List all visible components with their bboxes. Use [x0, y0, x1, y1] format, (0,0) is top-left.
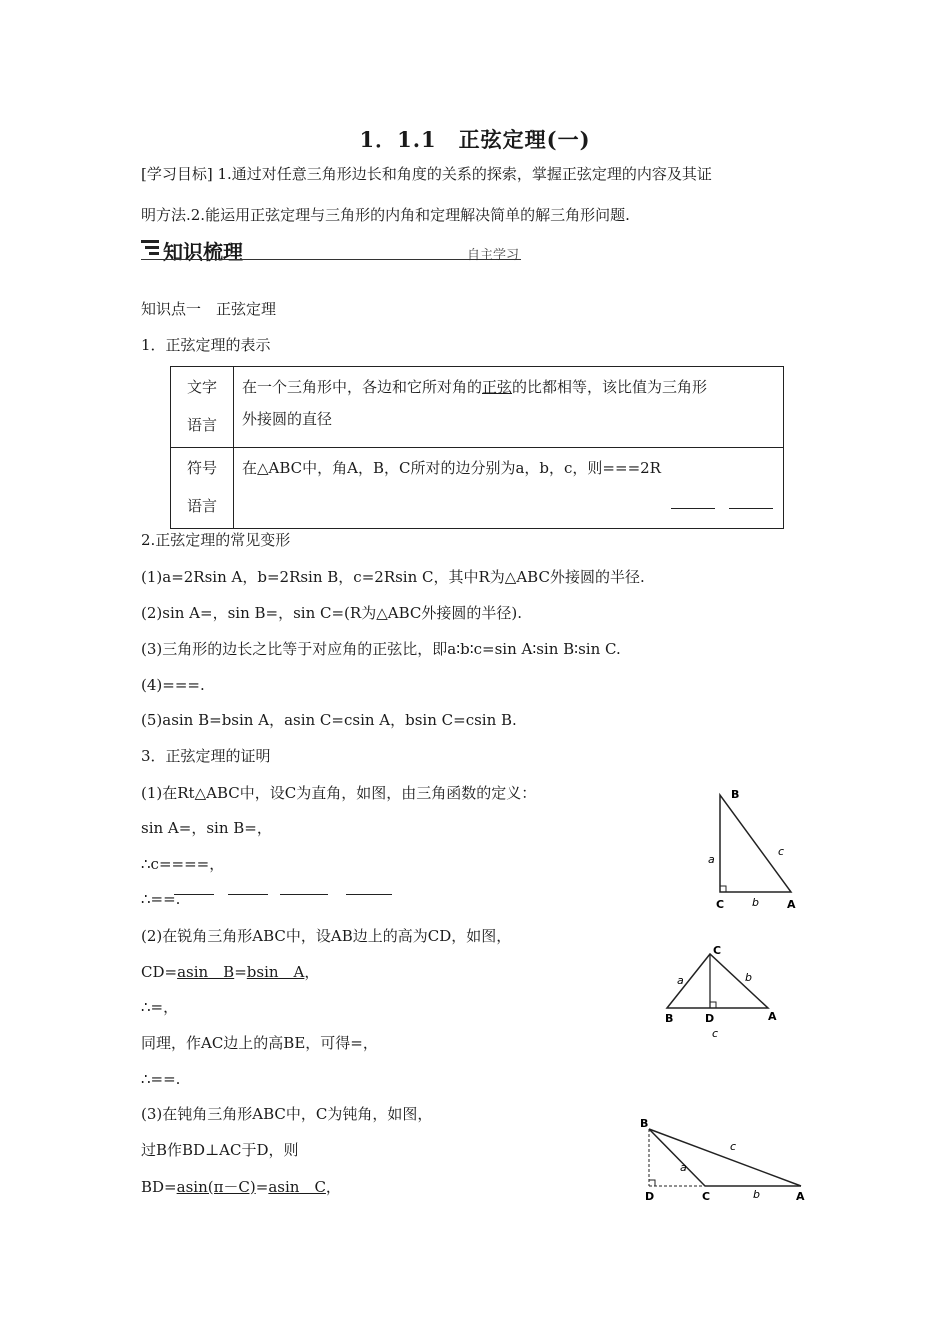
item2-line4: (4)===. [141, 676, 205, 694]
side-label-a: a [708, 853, 715, 866]
section-header [141, 236, 521, 262]
p6-underlined-2: bsin A [246, 963, 305, 981]
row1-text-line1 [242, 371, 775, 403]
side-label-c: c [778, 845, 785, 858]
item3-p6 [141, 962, 319, 982]
sine-law-table [170, 366, 784, 529]
side-BA [649, 1129, 801, 1186]
item3-p1: (1)在Rt△ABC中，设C为直角，如图，由三角函数的定义： [141, 784, 537, 802]
item3-p3: ∴c====， [141, 855, 225, 873]
answer-blank [346, 894, 392, 895]
vertex-label-C: C [702, 1190, 711, 1203]
side-BC [649, 1129, 705, 1186]
row1-text-post: 的比都相等，该比值为三角形 [512, 378, 708, 396]
p12-pre: BD= [141, 1178, 177, 1196]
right-angle-mark [710, 1002, 716, 1008]
item2-title: 2.正弦定理的常见变形 [141, 531, 291, 549]
row2-header-b: 语言 [186, 497, 217, 515]
p6-post: ， [304, 963, 320, 981]
answer-blank [729, 508, 773, 509]
vertex-label-C: C [713, 944, 722, 957]
item2-line3: (3)三角形的边长之比等于对应角的正弦比，即a∶b∶c=sin A∶sin B∶sin C. [141, 640, 621, 658]
p12-post: ， [325, 1178, 341, 1196]
vertex-label-B: B [731, 788, 740, 801]
table-header-cell [171, 448, 234, 529]
right-angle-mark [649, 1180, 655, 1186]
learning-objective [141, 164, 841, 184]
proof-answer-blanks [174, 894, 394, 900]
table-body-cell [234, 448, 784, 529]
row2-text: 在△ABC中，角A，B，C所对的边分别为a，b，c，则===2R [242, 459, 661, 477]
side-label-a: a [680, 1161, 687, 1174]
answer-blank [228, 894, 268, 895]
vertex-label-A: A [787, 898, 796, 911]
right-angle-mark [720, 886, 726, 892]
section-title: 知识梳理 [163, 240, 243, 264]
answer-blanks [671, 488, 773, 520]
objective-label: [学习目标] [141, 165, 213, 183]
vertex-label-A: A [796, 1190, 805, 1203]
section-stripe-icon [141, 240, 159, 258]
item1-title: 1．正弦定理的表示 [141, 336, 271, 354]
vertex-label-C: C [716, 898, 725, 911]
side-label-b: b [753, 1188, 760, 1201]
vertex-label-B: B [640, 1117, 649, 1130]
item3-p7: ∴=， [141, 998, 179, 1016]
triangle-shape [720, 795, 791, 892]
p12-underlined-1: asin(π－C) [176, 1178, 256, 1196]
item3-p8: 同理，作AC边上的高BE，可得=， [141, 1034, 378, 1052]
item2-line1: (1)a=2Rsin A，b=2Rsin B，c=2Rsin C，其中R为△ABC外接圆的半径. [141, 568, 645, 586]
p6-underlined-1: asin B [177, 963, 235, 981]
row2-header-a: 符号 [186, 459, 217, 477]
row1-text-pre: 在一个三角形中，各边和它所对角的 [242, 378, 483, 396]
table-row [171, 367, 784, 448]
table-row [171, 448, 784, 529]
objective-text-line1: 1.通过对任意三角形边长和角度的关系的探索，掌握正弦定理的内容及其证 [217, 165, 712, 183]
obtuse-triangle-figure [634, 1112, 814, 1204]
vertex-label-A: A [768, 1010, 777, 1023]
side-label-c: c [730, 1140, 737, 1153]
item3-p2: sin A=，sin B=， [141, 819, 272, 837]
side-label-b: b [752, 896, 759, 909]
row1-text-line2: 外接圆的直径 [242, 410, 333, 428]
vertex-label-B: B [665, 1012, 674, 1025]
knowledge-point-title: 知识点一 正弦定理 [141, 300, 277, 318]
row1-text-underlined: 正弦 [482, 378, 513, 396]
objective-text-line2: 明方法.2.能运用正弦定理与三角形的内角和定理解决简单的解三角形问题. [141, 206, 630, 224]
row1-header-a: 文字 [186, 378, 217, 396]
table-body-cell [234, 367, 784, 448]
item3-p10: (3)在钝角三角形ABC中，C为钝角，如图， [141, 1105, 433, 1123]
item3-p11: 过B作BD⊥AC于D，则 [141, 1141, 299, 1159]
section-subtitle: 自主学习 [466, 248, 519, 263]
p6-pre: CD= [141, 963, 178, 981]
item3-p9: ∴==. [141, 1070, 181, 1088]
answer-blank [174, 894, 214, 895]
p6-mid: = [234, 963, 247, 981]
vertex-label-D: D [645, 1190, 655, 1203]
item3-p5: (2)在锐角三角形ABC中，设AB边上的高为CD，如图， [141, 927, 512, 945]
p12-mid: = [255, 1178, 269, 1196]
acute-triangle-figure [655, 943, 795, 1043]
answer-blank [280, 894, 328, 895]
table-header-cell [171, 367, 234, 448]
answer-blank [671, 508, 715, 509]
side-label-c: c [712, 1027, 719, 1040]
item2-line5: (5)asin B=bsin A，asin C=csin A，bsin C=csin B. [141, 711, 517, 729]
side-label-b: b [745, 971, 752, 984]
side-label-a: a [677, 974, 684, 987]
right-triangle-figure [700, 785, 810, 915]
row1-header-b: 语言 [186, 416, 217, 434]
p12-underlined-2: asin C [268, 1178, 326, 1196]
item3-p4: ∴==. [141, 890, 181, 908]
page-title: 1．1.1 正弦定理(一) [359, 127, 591, 152]
item3-title: 3．正弦定理的证明 [141, 747, 271, 765]
item2-line2: (2)sin A=，sin B=，sin C=(R为△ABC外接圆的半径). [141, 604, 522, 622]
section-underline [141, 259, 521, 260]
item3-p12 [141, 1177, 341, 1197]
vertex-label-D: D [705, 1012, 715, 1025]
